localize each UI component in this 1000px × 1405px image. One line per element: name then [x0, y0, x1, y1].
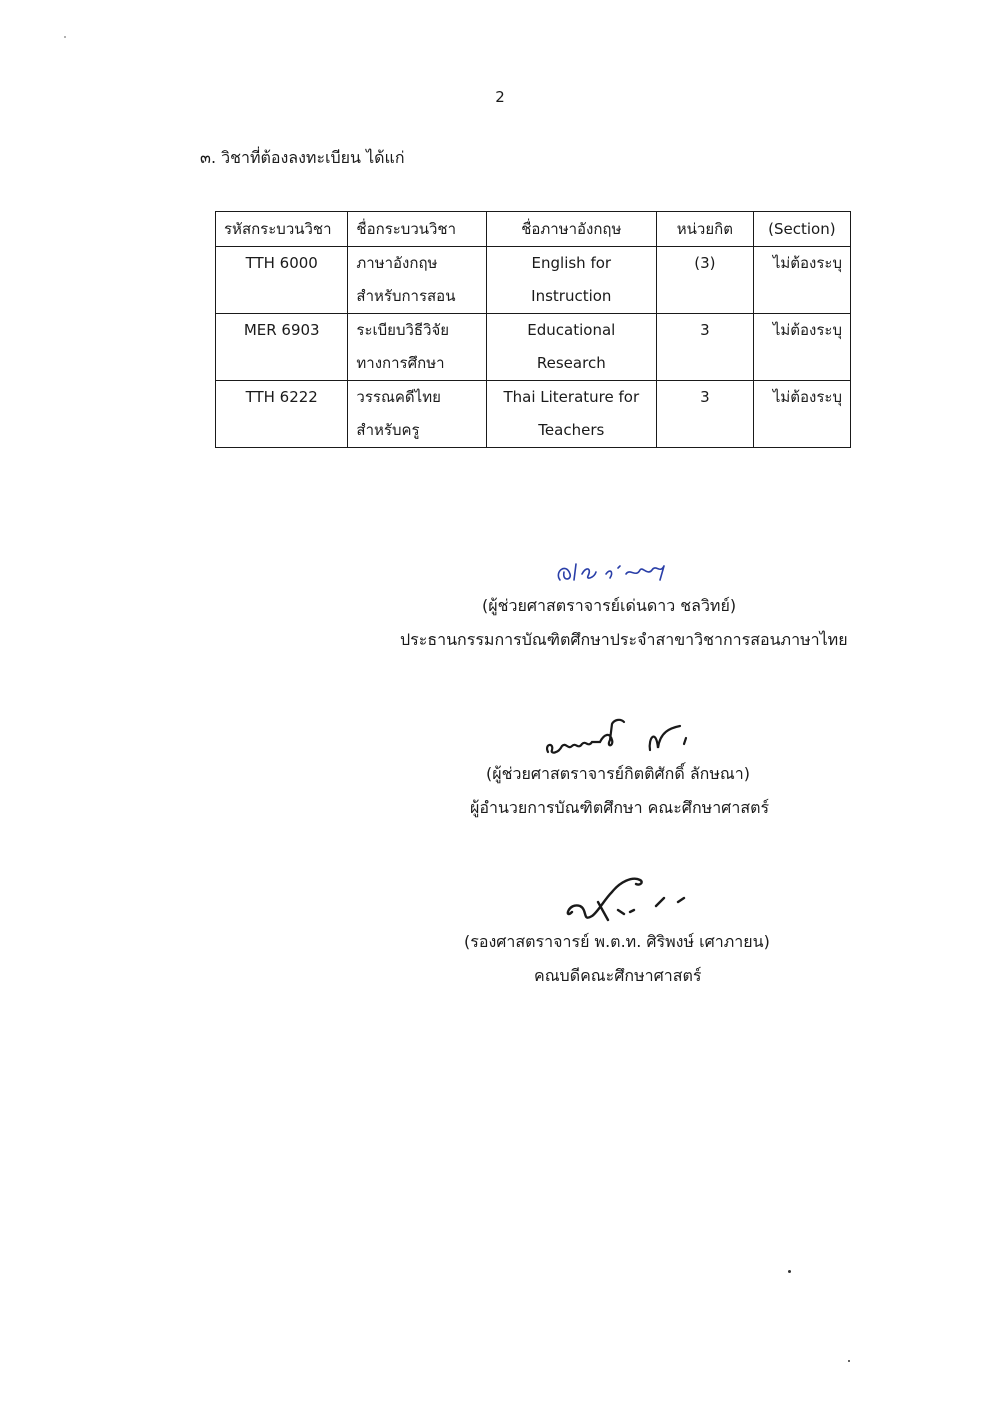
- course-table: [215, 211, 851, 448]
- cell-course-name: วรรณคดีไทยสำหรับครู: [348, 381, 486, 448]
- cell-course-code: TTH 6000: [216, 247, 348, 314]
- cell-course-code: MER 6903: [216, 314, 348, 381]
- scan-speck: [848, 1360, 850, 1362]
- table-row: [216, 247, 851, 314]
- cell-course-code: TTH 6222: [216, 381, 348, 448]
- section-heading: ๓. วิชาที่ต้องลงทะเบียน ได้แก่: [200, 148, 405, 167]
- cell-course-name: ภาษาอังกฤษสำหรับการสอน: [348, 247, 486, 314]
- signature-1: [548, 552, 678, 588]
- cell-course-name: ระเบียบวิธีวิจัยทางการศึกษา: [348, 314, 486, 381]
- cell-english-name: Thai Literature for Teachers: [486, 381, 656, 448]
- scan-speck: [64, 36, 66, 38]
- signatory-2-position: ผู้อำนวยการบัณฑิตศึกษา คณะศึกษาศาสตร์: [470, 798, 770, 817]
- signatory-3-position: คณบดีคณะศึกษาศาสตร์: [534, 966, 702, 985]
- table-row: [216, 381, 851, 448]
- cell-english-name: Educational Research: [486, 314, 656, 381]
- cell-credits: 3: [657, 314, 754, 381]
- cell-credits: (3): [657, 247, 754, 314]
- header-english-name: ชื่อภาษาอังกฤษ: [486, 212, 656, 247]
- signatory-2-name: (ผู้ช่วยศาสตราจารย์กิตติศักดิ์ ลักษณา): [486, 764, 750, 783]
- cell-section: ไม่ต้องระบุ: [753, 381, 850, 448]
- signatory-1-position: ประธานกรรมการบัณฑิตศึกษาประจำสาขาวิชาการสอนภาษาไทย: [400, 630, 848, 649]
- cell-section: ไม่ต้องระบุ: [753, 247, 850, 314]
- page-number: 2: [495, 88, 505, 106]
- signature-2: [540, 714, 710, 764]
- header-course-code: รหัสกระบวนวิชา: [216, 212, 348, 247]
- cell-credits: 3: [657, 381, 754, 448]
- scan-speck: [788, 1270, 791, 1273]
- header-credits: หน่วยกิต: [657, 212, 754, 247]
- signatory-1-name: (ผู้ช่วยศาสตราจารย์เด่นดาว ชลวิทย์): [482, 596, 737, 615]
- signatory-3-name: (รองศาสตราจารย์ พ.ต.ท. ศิริพงษ์ เศาภายน): [464, 932, 770, 951]
- table-header-row: [216, 212, 851, 247]
- header-section: (Section): [753, 212, 850, 247]
- header-course-name: ชื่อกระบวนวิชา: [348, 212, 486, 247]
- table-row: [216, 314, 851, 381]
- signature-3: [560, 872, 700, 932]
- cell-section: ไม่ต้องระบุ: [753, 314, 850, 381]
- cell-english-name: English for Instruction: [486, 247, 656, 314]
